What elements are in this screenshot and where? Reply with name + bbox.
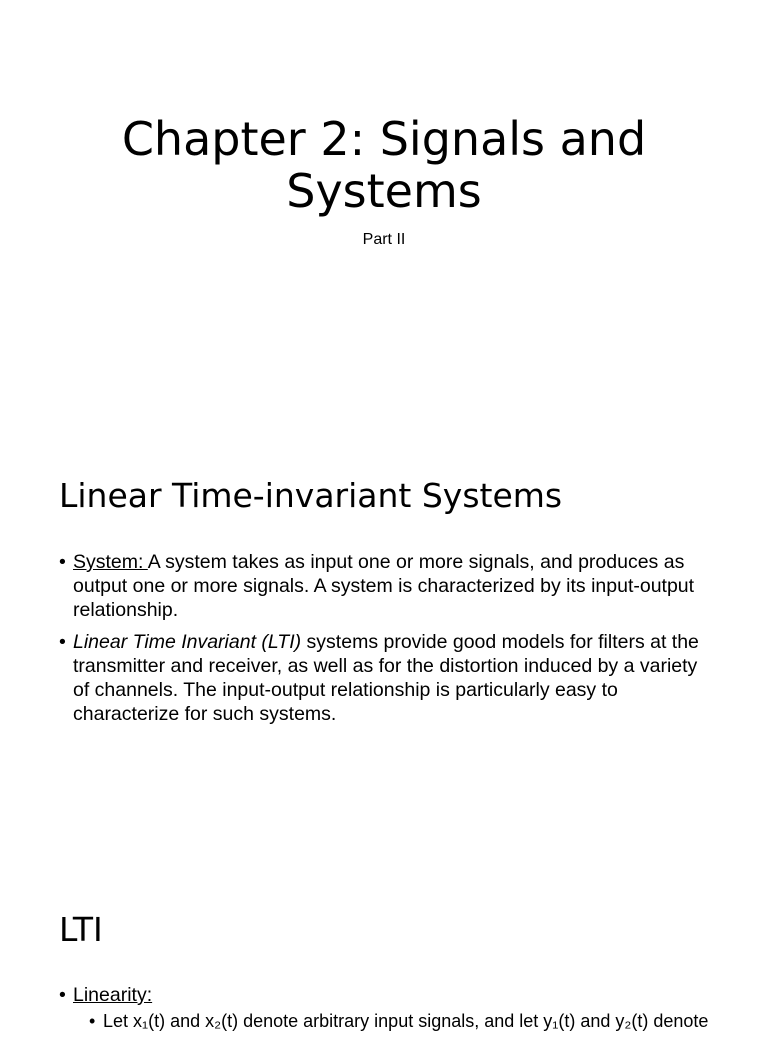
title-slide (0, 0, 768, 434)
bullet-text-lti: systems provide good models for filters at the transmitter and receiver, as well as for the distortion induced by a variety of channels. The input-output relationship is particularly easy to characterize for such systems. (73, 631, 699, 725)
bullet-lead-system: System: (73, 551, 148, 573)
sub-bullet-inputs (89, 1009, 709, 1033)
chapter-subtitle: Part II (362, 231, 406, 248)
bullet-dot: • (59, 631, 66, 653)
bullet-text-system: A system takes as input one or more signals, and produces as output one or more signals. A system is characterized by its input-output relationship. (73, 551, 695, 621)
bullet-lead-linearity: Linearity: (73, 984, 153, 1006)
bullet-lti (59, 630, 709, 726)
bullet-dot: • (59, 551, 66, 573)
linearity-bullet-list (59, 983, 709, 1041)
bullet-dot: • (59, 984, 66, 1006)
slide-title-lti-systems: Linear Time-invariant Systems (59, 476, 563, 515)
chapter-title (0, 113, 768, 217)
bullet-system (59, 550, 709, 622)
sub-bullet-dot: • (89, 1011, 96, 1031)
slide-title-lti: LTI (59, 910, 103, 949)
chapter-title-line-1: Chapter 2: Signals and (121, 112, 647, 166)
chapter-title-line-2: Systems (286, 164, 482, 218)
bullet-lead-lti: Linear Time Invariant (LTI) (73, 631, 302, 653)
lti-bullet-list (59, 550, 709, 734)
sub-bullet-text: Let x₁(t) and x₂(t) denote arbitrary input signals, and let y₁(t) and y₂(t) denote (103, 1011, 709, 1031)
linearity-sub-list (73, 1009, 709, 1033)
bullet-linearity (59, 983, 709, 1033)
